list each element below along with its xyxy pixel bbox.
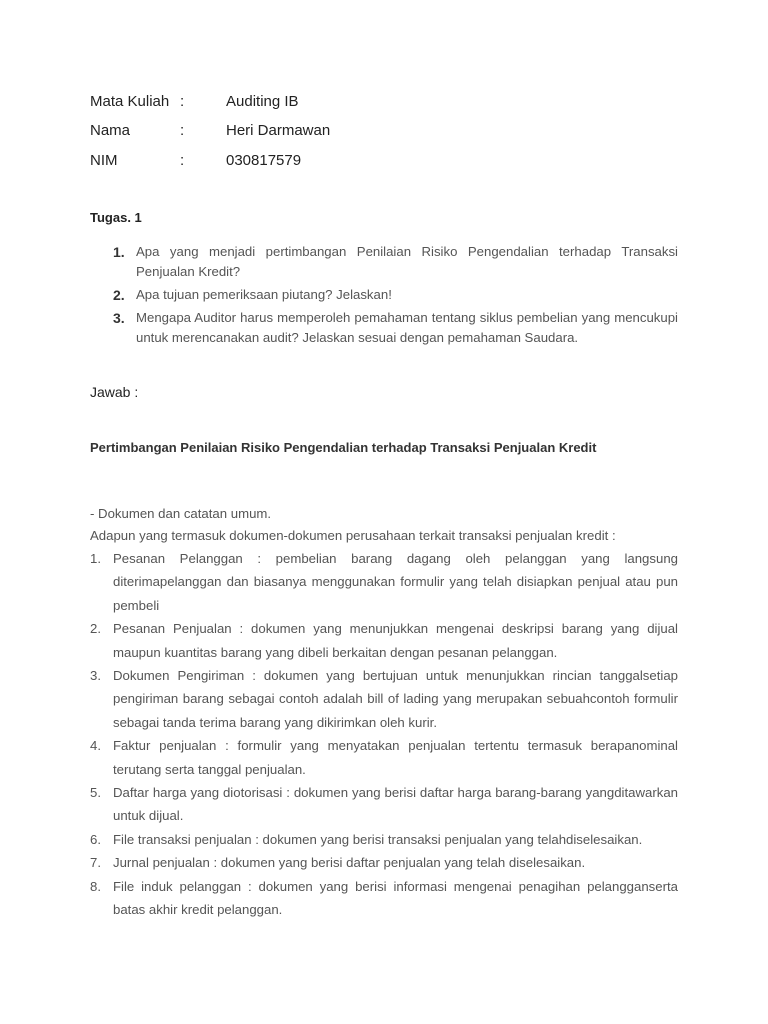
document-number: 4. [90, 738, 101, 754]
document-number: 6. [90, 831, 101, 847]
document-item [90, 851, 678, 874]
document-item [90, 875, 678, 922]
intro-line: - Dokumen dan catatan umum. [90, 506, 272, 521]
document-number: 1. [90, 551, 101, 566]
info-separator: : [180, 152, 185, 169]
info-separator: : [180, 122, 185, 139]
task-title: Tugas. 1 [90, 210, 142, 225]
document-item [90, 664, 678, 734]
document-text: Pesanan Pelanggan : pembelian barang dagang oleh pelanggan yang langsung diterimapelanggan dan biasanya menggunakan formulir yang telah disiapkan penjual atau pun pembeli [113, 551, 678, 613]
document-number: 7. [90, 855, 101, 871]
document-list [90, 547, 678, 922]
question-item [113, 285, 678, 305]
info-value: Auditing IB [226, 93, 299, 110]
document-item [90, 781, 678, 828]
info-label: Mata Kuliah [90, 93, 170, 110]
question-list [113, 242, 678, 351]
document-text: Faktur penjualan : formulir yang menyatakan penjualan tertentu termasuk berapanominal terutang serta tanggal penjualan. [113, 738, 678, 777]
info-value: Heri Darmawan [226, 122, 331, 139]
answer-label: Jawab : [90, 384, 139, 400]
document-text: Daftar harga yang diotorisasi : dokumen yang berisi daftar harga barang-barang yangditawarkan untuk dijual. [113, 785, 678, 824]
document-text: File transaksi penjualan : dokumen yang berisi transaksi penjualan yang telahdiselesaikan. [113, 831, 643, 847]
info-value: 030817579 [226, 152, 302, 169]
question-text: Mengapa Auditor harus memperoleh pemahaman tentang siklus pembelian yang mencukupi untuk merencanakan audit? Jelaskan sesuai dengan pemahaman Saudara. [136, 310, 678, 345]
document-text: Jurnal penjualan : dokumen yang berisi daftar penjualan yang telah diselesaikan. [113, 855, 586, 871]
document-text: Dokumen Pengiriman : dokumen yang bertujuan untuk menunjukkan rincian tanggalsetiap pengiriman barang sebagai contoh adalah bill of lading yang merupakan sebuahcontoh formulir sebagai tanda terima barang yang dikirimkan oleh kurir. [113, 668, 678, 730]
section-heading: Pertimbangan Penilaian Risiko Pengendalian terhadap Transaksi Penjualan Kredit [90, 440, 597, 455]
document-item [90, 734, 678, 781]
info-separator: : [180, 93, 185, 110]
document-intro [90, 503, 680, 547]
question-item [113, 242, 678, 282]
document-text: Pesanan Penjualan : dokumen yang menunjukkan mengenai deskripsi barang yang dijual maupun kuantitas barang yang dibeli berkaitan dengan pesanan pelanggan. [113, 621, 678, 660]
document-item [90, 547, 678, 617]
document-number: 8. [90, 878, 101, 894]
info-label: Nama [90, 122, 131, 139]
document-number: 2. [90, 621, 101, 637]
question-text: Apa tujuan pemeriksaan piutang? Jelaskan! [136, 287, 392, 302]
question-item [113, 308, 678, 348]
document-number: 5. [90, 785, 101, 801]
document-number: 3. [90, 668, 101, 684]
question-text: Apa yang menjadi pertimbangan Penilaian Risiko Pengendalian terhadap Transaksi Penjualan Kredit? [136, 244, 678, 279]
document-text: File induk pelanggan : dokumen yang berisi informasi mengenai penagihan pelangganserta batas akhir kredit pelanggan. [113, 878, 678, 918]
intro-line: Adapun yang termasuk dokumen-dokumen perusahaan terkait transaksi penjualan kredit : [90, 528, 616, 543]
question-number: 2. [113, 287, 125, 303]
question-number: 1. [113, 244, 125, 260]
document-item [90, 828, 678, 851]
question-number: 3. [113, 310, 125, 326]
info-label: NIM [90, 152, 118, 169]
document-item [90, 617, 678, 664]
